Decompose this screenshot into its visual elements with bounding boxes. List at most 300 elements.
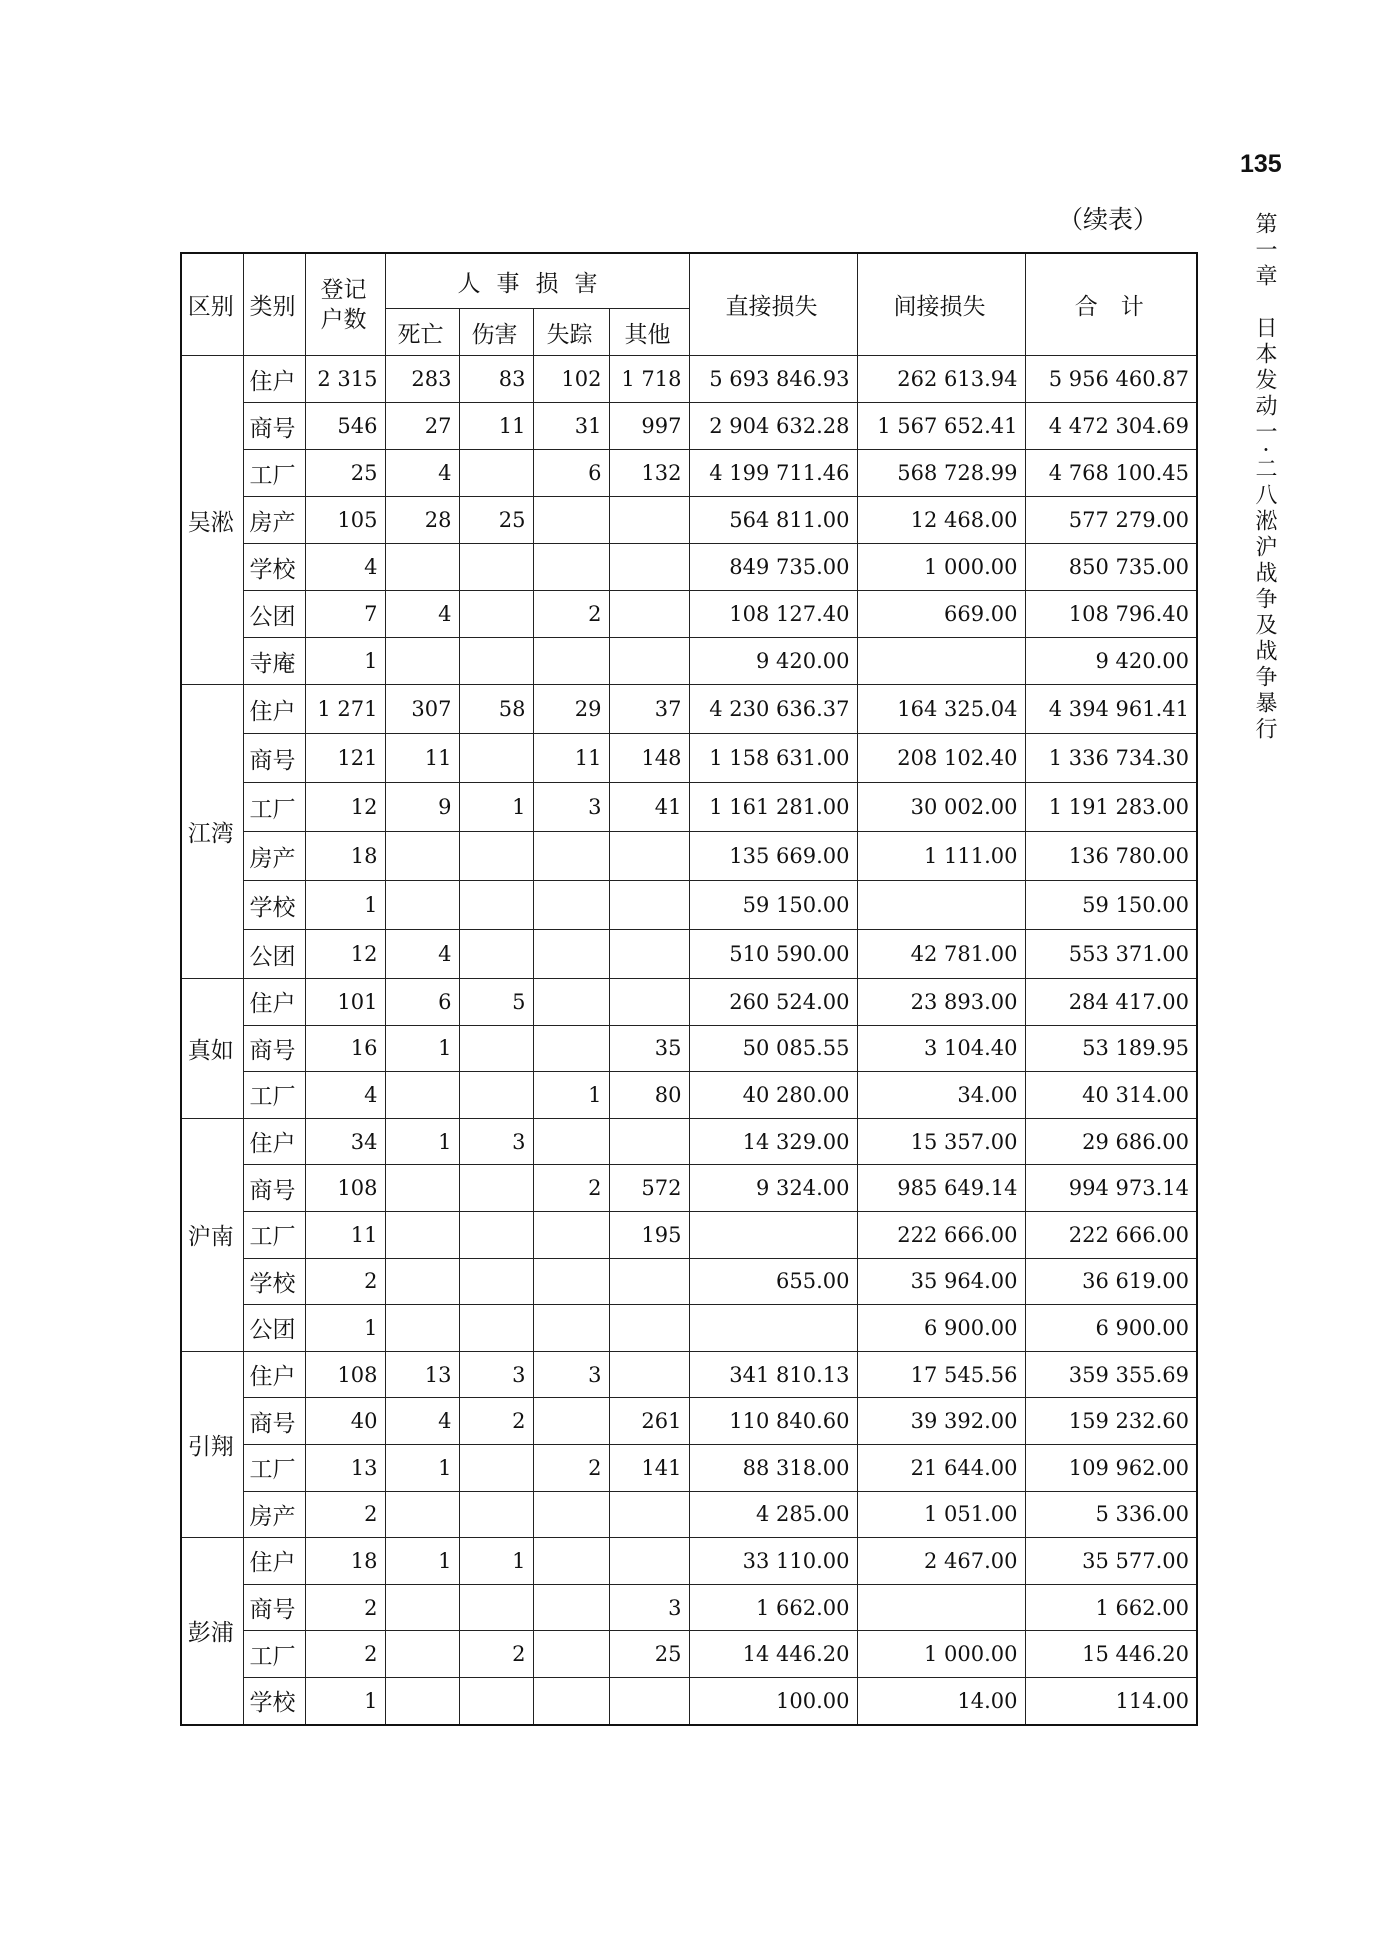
total-cell: 359 355.69 (1025, 1351, 1197, 1398)
dead-cell: 1 (385, 1025, 459, 1072)
injured-cell (459, 1491, 533, 1538)
injured-cell (459, 1072, 533, 1119)
missing-cell: 2 (533, 1444, 609, 1491)
injured-cell (459, 1444, 533, 1491)
total-cell: 4 472 304.69 (1025, 403, 1197, 450)
header-casualty-group: 人事损害 (385, 253, 689, 309)
other-cell (609, 1351, 689, 1398)
other-cell (609, 979, 689, 1026)
households-cell: 4 (305, 544, 385, 591)
header-registered-households (305, 253, 385, 356)
category-cell: 学校 (243, 544, 305, 591)
injured-cell: 83 (459, 356, 533, 403)
missing-cell (533, 832, 609, 881)
category-cell: 住户 (243, 979, 305, 1026)
injured-cell: 1 (459, 783, 533, 832)
missing-cell (533, 979, 609, 1026)
injured-cell (459, 1025, 533, 1072)
households-cell: 2 (305, 1584, 385, 1631)
table-row (181, 1677, 1197, 1724)
injured-cell (459, 930, 533, 979)
dead-cell (385, 1258, 459, 1305)
other-cell (609, 638, 689, 685)
direct-cell: 1 161 281.00 (689, 783, 857, 832)
loss-table (180, 252, 1198, 1726)
dead-cell: 6 (385, 979, 459, 1026)
indirect-cell: 35 964.00 (857, 1258, 1025, 1305)
indirect-cell: 39 392.00 (857, 1398, 1025, 1445)
indirect-cell: 985 649.14 (857, 1165, 1025, 1212)
other-cell: 41 (609, 783, 689, 832)
total-cell: 29 686.00 (1025, 1118, 1197, 1165)
households-cell: 2 (305, 1491, 385, 1538)
total-cell: 109 962.00 (1025, 1444, 1197, 1491)
missing-cell (533, 1398, 609, 1445)
indirect-cell: 21 644.00 (857, 1444, 1025, 1491)
other-cell (609, 1305, 689, 1352)
households-cell: 2 (305, 1258, 385, 1305)
other-cell: 148 (609, 734, 689, 783)
category-cell: 工厂 (243, 1072, 305, 1119)
direct-cell: 849 735.00 (689, 544, 857, 591)
households-cell: 25 (305, 450, 385, 497)
dead-cell (385, 1631, 459, 1678)
other-cell (609, 1538, 689, 1585)
missing-cell: 3 (533, 783, 609, 832)
dead-cell: 27 (385, 403, 459, 450)
table-row (181, 881, 1197, 930)
injured-cell (459, 1305, 533, 1352)
header-missing: 失踪 (533, 309, 609, 356)
direct-cell: 110 840.60 (689, 1398, 857, 1445)
total-cell: 222 666.00 (1025, 1211, 1197, 1258)
missing-cell: 31 (533, 403, 609, 450)
total-cell: 159 232.60 (1025, 1398, 1197, 1445)
dead-cell: 11 (385, 734, 459, 783)
dead-cell: 283 (385, 356, 459, 403)
header-other: 其他 (609, 309, 689, 356)
total-cell: 1 191 283.00 (1025, 783, 1197, 832)
direct-cell: 4 285.00 (689, 1491, 857, 1538)
missing-cell (533, 638, 609, 685)
table-row (181, 591, 1197, 638)
table-row (181, 832, 1197, 881)
category-cell: 商号 (243, 403, 305, 450)
other-cell: 141 (609, 1444, 689, 1491)
households-cell: 1 (305, 1305, 385, 1352)
injured-cell: 58 (459, 685, 533, 734)
indirect-cell: 1 111.00 (857, 832, 1025, 881)
households-cell: 34 (305, 1118, 385, 1165)
category-cell: 商号 (243, 1025, 305, 1072)
injured-cell (459, 881, 533, 930)
households-cell: 108 (305, 1351, 385, 1398)
other-cell: 195 (609, 1211, 689, 1258)
injured-cell (459, 1165, 533, 1212)
category-cell: 商号 (243, 1398, 305, 1445)
missing-cell (533, 1631, 609, 1678)
category-cell: 住户 (243, 685, 305, 734)
dead-cell (385, 544, 459, 591)
category-cell: 工厂 (243, 1631, 305, 1678)
header-indirect-loss: 间接损失 (857, 253, 1025, 356)
other-cell: 132 (609, 450, 689, 497)
other-cell: 261 (609, 1398, 689, 1445)
category-cell: 住户 (243, 1351, 305, 1398)
indirect-cell: 12 468.00 (857, 497, 1025, 544)
total-cell: 35 577.00 (1025, 1538, 1197, 1585)
households-cell: 4 (305, 1072, 385, 1119)
direct-cell (689, 1211, 857, 1258)
missing-cell (533, 1258, 609, 1305)
missing-cell (533, 881, 609, 930)
region-cell: 吴淞 (181, 356, 243, 685)
direct-cell: 14 329.00 (689, 1118, 857, 1165)
dead-cell (385, 1677, 459, 1724)
header-dead: 死亡 (385, 309, 459, 356)
category-cell: 寺庵 (243, 638, 305, 685)
header-region: 区别 (181, 253, 243, 356)
table-row (181, 1444, 1197, 1491)
direct-cell: 33 110.00 (689, 1538, 857, 1585)
indirect-cell: 568 728.99 (857, 450, 1025, 497)
missing-cell (533, 930, 609, 979)
missing-cell: 29 (533, 685, 609, 734)
injured-cell: 5 (459, 979, 533, 1026)
indirect-cell: 14.00 (857, 1677, 1025, 1724)
dead-cell: 13 (385, 1351, 459, 1398)
total-cell: 59 150.00 (1025, 881, 1197, 930)
category-cell: 学校 (243, 1258, 305, 1305)
households-cell: 13 (305, 1444, 385, 1491)
missing-cell (533, 1305, 609, 1352)
table-row (181, 1584, 1197, 1631)
other-cell (609, 1258, 689, 1305)
injured-cell (459, 832, 533, 881)
dead-cell (385, 832, 459, 881)
other-cell: 25 (609, 1631, 689, 1678)
table-row (181, 497, 1197, 544)
dead-cell (385, 1305, 459, 1352)
missing-cell (533, 1211, 609, 1258)
indirect-cell: 6 900.00 (857, 1305, 1025, 1352)
injured-cell: 1 (459, 1538, 533, 1585)
dead-cell: 4 (385, 591, 459, 638)
total-cell: 5 956 460.87 (1025, 356, 1197, 403)
direct-cell: 260 524.00 (689, 979, 857, 1026)
injured-cell (459, 734, 533, 783)
direct-cell: 59 150.00 (689, 881, 857, 930)
missing-cell (533, 1491, 609, 1538)
missing-cell (533, 544, 609, 591)
dead-cell (385, 1211, 459, 1258)
injured-cell (459, 638, 533, 685)
total-cell: 4 394 961.41 (1025, 685, 1197, 734)
dead-cell: 1 (385, 1444, 459, 1491)
total-cell: 577 279.00 (1025, 497, 1197, 544)
dead-cell (385, 638, 459, 685)
total-cell: 5 336.00 (1025, 1491, 1197, 1538)
direct-cell: 4 199 711.46 (689, 450, 857, 497)
other-cell: 37 (609, 685, 689, 734)
chapter-side-title: 第一章 日本发动一·二八淞沪战争及战争暴行 (1252, 212, 1277, 743)
direct-cell: 108 127.40 (689, 591, 857, 638)
region-cell: 江湾 (181, 685, 243, 979)
dead-cell: 4 (385, 1398, 459, 1445)
missing-cell (533, 1025, 609, 1072)
total-cell: 36 619.00 (1025, 1258, 1197, 1305)
households-cell: 7 (305, 591, 385, 638)
page-number: 135 (1240, 150, 1282, 178)
table-row (181, 734, 1197, 783)
households-cell: 18 (305, 1538, 385, 1585)
header-injured: 伤害 (459, 309, 533, 356)
category-cell: 学校 (243, 881, 305, 930)
total-cell: 1 662.00 (1025, 1584, 1197, 1631)
indirect-cell: 208 102.40 (857, 734, 1025, 783)
region-cell: 彭浦 (181, 1538, 243, 1725)
indirect-cell: 15 357.00 (857, 1118, 1025, 1165)
category-cell: 商号 (243, 1584, 305, 1631)
category-cell: 工厂 (243, 1211, 305, 1258)
dead-cell: 307 (385, 685, 459, 734)
category-cell: 住户 (243, 1118, 305, 1165)
direct-cell: 1 662.00 (689, 1584, 857, 1631)
category-cell: 工厂 (243, 783, 305, 832)
continued-label: （续表） (1058, 205, 1159, 234)
indirect-cell (857, 881, 1025, 930)
dead-cell: 28 (385, 497, 459, 544)
direct-cell: 564 811.00 (689, 497, 857, 544)
injured-cell (459, 1211, 533, 1258)
table-row (181, 1351, 1197, 1398)
injured-cell: 3 (459, 1118, 533, 1165)
households-cell: 1 (305, 881, 385, 930)
missing-cell: 11 (533, 734, 609, 783)
other-cell: 3 (609, 1584, 689, 1631)
category-cell: 住户 (243, 1538, 305, 1585)
total-cell: 53 189.95 (1025, 1025, 1197, 1072)
other-cell (609, 544, 689, 591)
region-cell: 真如 (181, 979, 243, 1119)
indirect-cell: 222 666.00 (857, 1211, 1025, 1258)
indirect-cell: 1 000.00 (857, 544, 1025, 591)
households-cell: 101 (305, 979, 385, 1026)
region-cell: 引翔 (181, 1351, 243, 1537)
indirect-cell: 30 002.00 (857, 783, 1025, 832)
other-cell: 997 (609, 403, 689, 450)
total-cell: 114.00 (1025, 1677, 1197, 1724)
indirect-cell (857, 638, 1025, 685)
households-cell: 105 (305, 497, 385, 544)
dead-cell: 4 (385, 450, 459, 497)
table-row (181, 1491, 1197, 1538)
dead-cell: 1 (385, 1538, 459, 1585)
indirect-cell: 3 104.40 (857, 1025, 1025, 1072)
households-cell: 108 (305, 1165, 385, 1212)
table-row (181, 1258, 1197, 1305)
missing-cell (533, 1538, 609, 1585)
indirect-cell: 17 545.56 (857, 1351, 1025, 1398)
dead-cell (385, 1072, 459, 1119)
other-cell (609, 591, 689, 638)
direct-cell: 2 904 632.28 (689, 403, 857, 450)
dead-cell (385, 1165, 459, 1212)
category-cell: 房产 (243, 497, 305, 544)
dead-cell: 1 (385, 1118, 459, 1165)
households-cell: 2 (305, 1631, 385, 1678)
category-cell: 公团 (243, 930, 305, 979)
indirect-cell (857, 1584, 1025, 1631)
table-row (181, 783, 1197, 832)
injured-cell (459, 450, 533, 497)
indirect-cell: 34.00 (857, 1072, 1025, 1119)
table-row (181, 930, 1197, 979)
indirect-cell: 262 613.94 (857, 356, 1025, 403)
direct-cell: 4 230 636.37 (689, 685, 857, 734)
table-row (181, 979, 1197, 1026)
header-registered-text: 登记户数 (320, 276, 367, 333)
table-row (181, 638, 1197, 685)
indirect-cell: 2 467.00 (857, 1538, 1025, 1585)
direct-cell: 341 810.13 (689, 1351, 857, 1398)
direct-cell: 50 085.55 (689, 1025, 857, 1072)
direct-cell: 88 318.00 (689, 1444, 857, 1491)
other-cell (609, 1491, 689, 1538)
households-cell: 16 (305, 1025, 385, 1072)
indirect-cell: 1 567 652.41 (857, 403, 1025, 450)
header-direct-loss: 直接损失 (689, 253, 857, 356)
category-cell: 商号 (243, 734, 305, 783)
households-cell: 546 (305, 403, 385, 450)
table-row (181, 1538, 1197, 1585)
indirect-cell: 1 051.00 (857, 1491, 1025, 1538)
indirect-cell: 42 781.00 (857, 930, 1025, 979)
total-cell: 994 973.14 (1025, 1165, 1197, 1212)
other-cell (609, 881, 689, 930)
category-cell: 工厂 (243, 450, 305, 497)
dead-cell: 9 (385, 783, 459, 832)
direct-cell: 1 158 631.00 (689, 734, 857, 783)
direct-cell: 5 693 846.93 (689, 356, 857, 403)
injured-cell: 11 (459, 403, 533, 450)
total-cell: 9 420.00 (1025, 638, 1197, 685)
total-cell: 6 900.00 (1025, 1305, 1197, 1352)
region-cell: 沪南 (181, 1118, 243, 1351)
header-category: 类别 (243, 253, 305, 356)
table-row (181, 1398, 1197, 1445)
table-row (181, 1211, 1197, 1258)
total-cell: 1 336 734.30 (1025, 734, 1197, 783)
injured-cell (459, 591, 533, 638)
injured-cell: 2 (459, 1398, 533, 1445)
households-cell: 12 (305, 930, 385, 979)
injured-cell: 3 (459, 1351, 533, 1398)
households-cell: 1 (305, 638, 385, 685)
table-row (181, 1631, 1197, 1678)
missing-cell: 3 (533, 1351, 609, 1398)
table-row (181, 1118, 1197, 1165)
total-cell: 553 371.00 (1025, 930, 1197, 979)
table-body (181, 356, 1197, 1725)
injured-cell: 2 (459, 1631, 533, 1678)
total-cell: 40 314.00 (1025, 1072, 1197, 1119)
category-cell: 工厂 (243, 1444, 305, 1491)
households-cell: 1 (305, 1677, 385, 1724)
direct-cell: 14 446.20 (689, 1631, 857, 1678)
direct-cell: 135 669.00 (689, 832, 857, 881)
category-cell: 公团 (243, 591, 305, 638)
missing-cell: 2 (533, 1165, 609, 1212)
other-cell (609, 930, 689, 979)
table-row (181, 544, 1197, 591)
direct-cell: 655.00 (689, 1258, 857, 1305)
table-row (181, 1305, 1197, 1352)
injured-cell: 25 (459, 497, 533, 544)
missing-cell (533, 1584, 609, 1631)
category-cell: 住户 (243, 356, 305, 403)
other-cell: 572 (609, 1165, 689, 1212)
injured-cell (459, 544, 533, 591)
dead-cell (385, 1491, 459, 1538)
other-cell (609, 1677, 689, 1724)
table-row (181, 450, 1197, 497)
injured-cell (459, 1584, 533, 1631)
indirect-cell: 1 000.00 (857, 1631, 1025, 1678)
other-cell: 1 718 (609, 356, 689, 403)
header-total: 合 计 (1025, 253, 1197, 356)
category-cell: 公团 (243, 1305, 305, 1352)
total-cell: 850 735.00 (1025, 544, 1197, 591)
missing-cell (533, 497, 609, 544)
missing-cell: 2 (533, 591, 609, 638)
table-row (181, 1025, 1197, 1072)
category-cell: 房产 (243, 1491, 305, 1538)
dead-cell (385, 881, 459, 930)
table-row (181, 685, 1197, 734)
missing-cell: 6 (533, 450, 609, 497)
table-row (181, 403, 1197, 450)
total-cell: 4 768 100.45 (1025, 450, 1197, 497)
missing-cell (533, 1118, 609, 1165)
direct-cell: 510 590.00 (689, 930, 857, 979)
households-cell: 121 (305, 734, 385, 783)
households-cell: 1 271 (305, 685, 385, 734)
dead-cell (385, 1584, 459, 1631)
total-cell: 136 780.00 (1025, 832, 1197, 881)
category-cell: 学校 (243, 1677, 305, 1724)
table-row (181, 1165, 1197, 1212)
other-cell (609, 497, 689, 544)
total-cell: 15 446.20 (1025, 1631, 1197, 1678)
missing-cell: 1 (533, 1072, 609, 1119)
direct-cell: 9 324.00 (689, 1165, 857, 1212)
indirect-cell: 164 325.04 (857, 685, 1025, 734)
table-row (181, 356, 1197, 403)
direct-cell (689, 1305, 857, 1352)
direct-cell: 100.00 (689, 1677, 857, 1724)
indirect-cell: 23 893.00 (857, 979, 1025, 1026)
injured-cell (459, 1677, 533, 1724)
total-cell: 108 796.40 (1025, 591, 1197, 638)
table-row (181, 1072, 1197, 1119)
category-cell: 房产 (243, 832, 305, 881)
other-cell (609, 1118, 689, 1165)
indirect-cell: 669.00 (857, 591, 1025, 638)
dead-cell: 4 (385, 930, 459, 979)
households-cell: 40 (305, 1398, 385, 1445)
direct-cell: 9 420.00 (689, 638, 857, 685)
